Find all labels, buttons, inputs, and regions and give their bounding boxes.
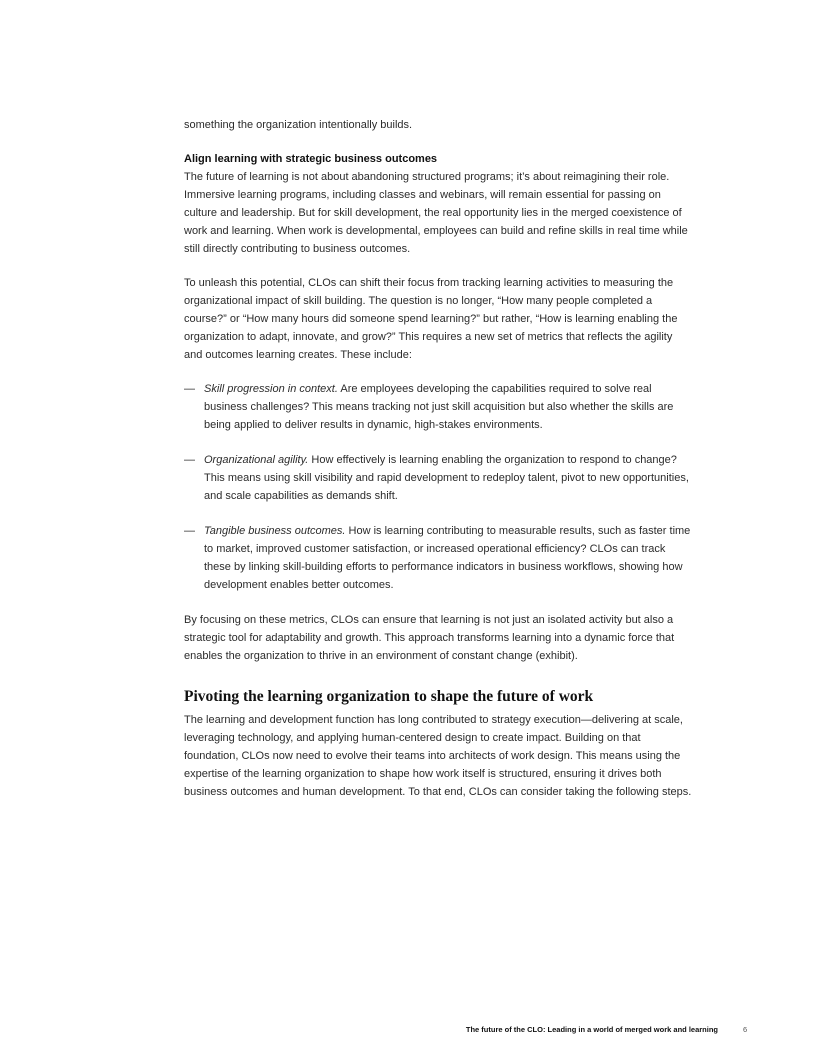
align-section-heading: Align learning with strategic business outcomes <box>184 153 438 165</box>
metric-text: How is learning contributing to measurable results, such as faster time to market, improved customer satisfaction, or increased operational efficiency? CLOs can track these by linking skill-building efforts to performance indicators in business workflows, showing how development enables better outcomes. <box>204 525 691 591</box>
metric-term: Organizational agility. <box>204 454 309 466</box>
align-paragraph-1: The future of learning is not about abandoning structured programs; it’s about reimagining their role. Immersive learning programs, including classes and webinars, will remain essential for passing on culture and leadership. But for skill development, the real opportunity lies in the merged coexistence of work and learning. When work is developmental, employees can build and refine skills in real time while still directly contributing to business outcomes. <box>184 171 688 255</box>
pivot-section-heading: Pivoting the learning organization to shape the future of work <box>184 688 594 705</box>
dash-marker: — <box>184 454 195 466</box>
footer-title: The future of the CLO: Leading in a world of merged work and learning <box>465 1025 718 1034</box>
intro-continuation: something the organization intentionally builds. <box>184 119 413 131</box>
list-item <box>184 451 692 505</box>
body-content <box>184 116 692 817</box>
metrics-list <box>184 380 692 594</box>
page-number: 6 <box>743 1025 748 1034</box>
list-item <box>184 522 692 594</box>
pivot-paragraph: The learning and development function has long contributed to strategy execution—delivering at scale, leveraging technology, and applying human-centered design to create impact. Building on that foundation, CLOs now need to evolve their teams into architects of work design. This means using the expertise of the learning organization to shape how work itself is structured, ensuring it drives both business outcomes and human development. To that end, CLOs can consider taking the following steps. <box>184 714 692 798</box>
metric-text: How effectively is learning enabling the organization to respond to change? This means using skill visibility and rapid development to redeploy talent, pivot to new opportunities, and scale capabilities as demands shift. <box>204 454 689 502</box>
metric-term: Tangible business outcomes. <box>204 525 346 537</box>
align-paragraph-2: To unleash this potential, CLOs can shift their focus from tracking learning activities to measuring the organizational impact of skill building. The question is no longer, “How many people completed a course?” or “How many hours did someone spend learning?” but rather, “How is learning enabling the organization to adapt, innovate, and grow?” This requires a new set of metrics that reflects the agility and outcomes learning creates. These include: <box>184 277 678 361</box>
list-item <box>184 380 692 434</box>
metric-text: Are employees developing the capabilities required to solve real business challenges? This means tracking not just skill acquisition but also whether the skills are being applied to deliver results in dynamic, high-stakes environments. <box>204 383 674 431</box>
dash-marker: — <box>184 525 195 537</box>
dash-marker: — <box>184 383 195 395</box>
align-paragraph-3: By focusing on these metrics, CLOs can ensure that learning is not just an isolated activity but also a strategic tool for adaptability and growth. This approach transforms learning into a dynamic force that enables the organization to thrive in an environment of constant change (exhibit). <box>184 614 675 662</box>
metric-term: Skill progression in context. <box>204 383 338 395</box>
